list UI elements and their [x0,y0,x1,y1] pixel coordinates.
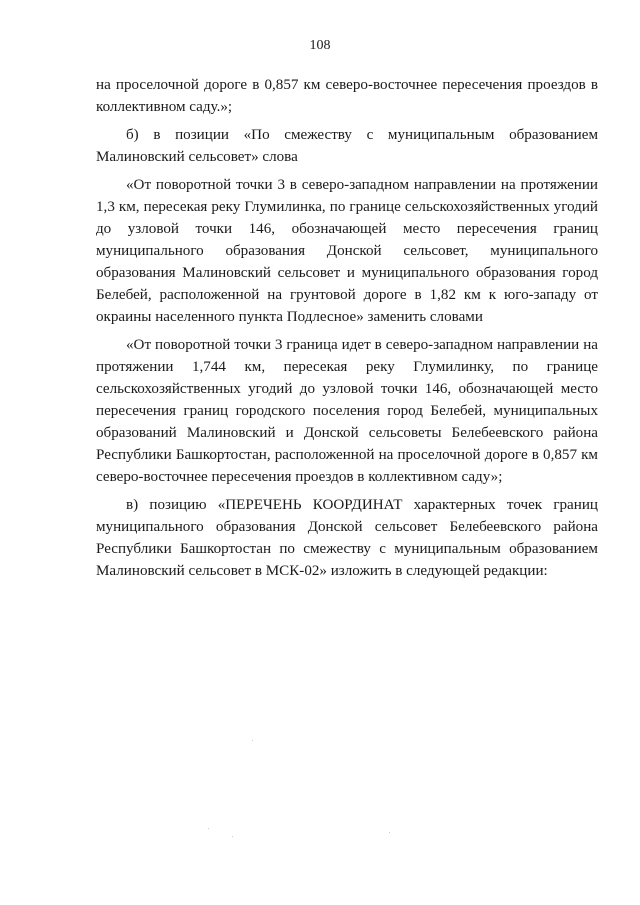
scan-speck [389,832,390,833]
scan-speck [232,836,233,837]
scan-speck [208,828,209,829]
scan-speck [252,740,253,741]
page-number: 108 [309,38,331,53]
document-body [96,74,598,582]
paragraph-item-v: в) позицию «ПЕРЕЧЕНЬ КООРДИНАТ характерных точек границ муниципального образования Донской сельсовет Белебеевского района Республики Башкортостан по смежеству с муниципальным образованием Малиновский сельсовет в МСК-02» изложить в следующей редакции: [96,497,598,579]
paragraph-continuation: на проселочной дороге в 0,857 км северо-восточнее пересечения проездов в коллективном саду.»; [96,77,598,115]
paragraph-item-b: б) в позиции «По смежеству с муниципальным образованием Малиновский сельсовет» слова [96,127,598,165]
paragraph-new-wording: «От поворотной точки 3 граница идет в северо-западном направлении на протяжении 1,744 км, пересекая реку Глумилинку, по границе сельскохозяйственных угодий до узловой точки 146, обозначающей место пересечения границ городского поселения город Белебей, муниципальных образований Малиновский и Донской сельсоветы Белебеевского района Республики Башкортостан, расположенной на проселочной дороге в 0,857 км северо-восточнее пересечения проездов в коллективном саду»; [96,337,598,485]
paragraph-old-wording: «От поворотной точки 3 в северо-западном направлении на протяжении 1,3 км, пересекая реку Глумилинка, по границе сельскохозяйственных угодий до узловой точки 146, обозначающей место пересечения границ муниципального образования Донской сельсовет, муниципального образования Малиновский сельсовет и муниципального образования город Белебей, расположенной на грунтовой дороге в 1,82 км к юго-западу от окраины населенного пункта Подлесное» заменить словами [96,177,598,325]
